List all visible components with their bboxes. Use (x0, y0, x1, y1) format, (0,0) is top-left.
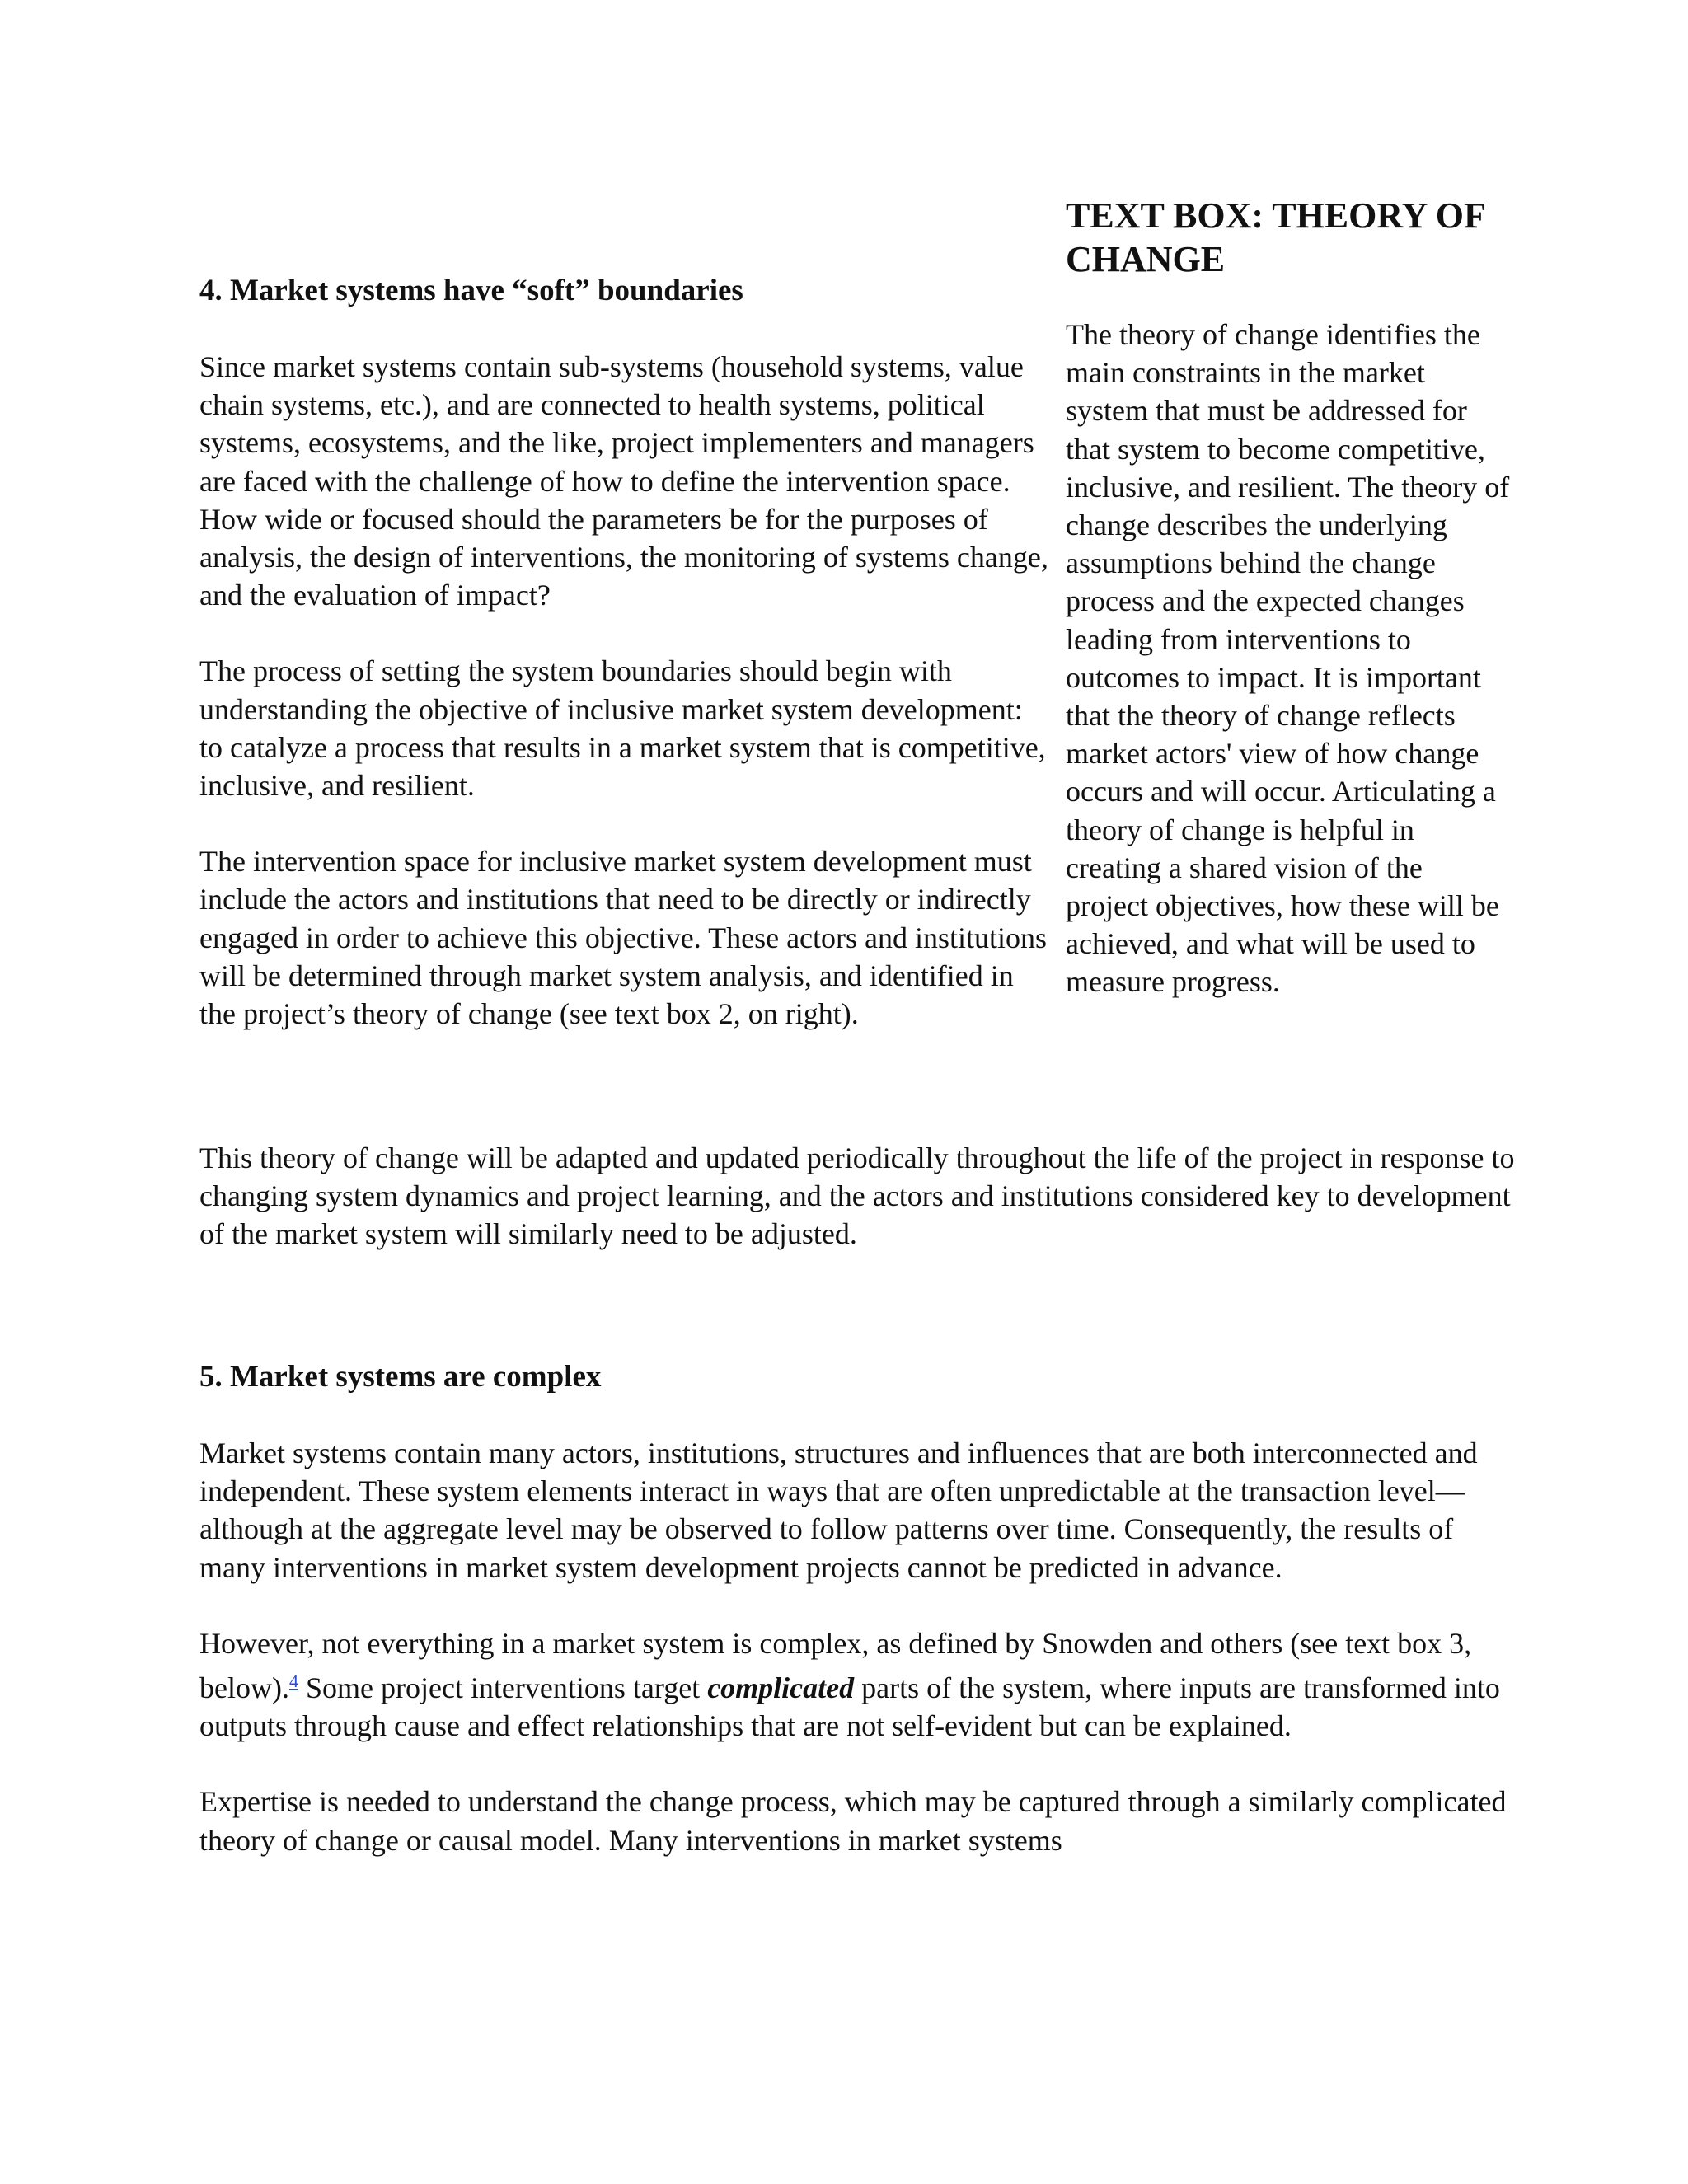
paragraph-2-text-start: However, not everything in a market system is complex, as defined by Snowden and others (see text box 3, below). (199, 1626, 1472, 1705)
section-4-heading: 4. Market systems have “soft” boundaries (199, 274, 743, 307)
section-5-paragraph-3: Expertise is needed to understand the change process, which may be captured through a similarly complicated theory of change or causal model. Many interventions in market systems (199, 1785, 1507, 1857)
theory-of-change-text-box (1066, 194, 1511, 1001)
footnote-4-link[interactable]: 4 (288, 1671, 298, 1692)
section-4-paragraph-4: This theory of change will be adapted and updated periodically throughout the life of the project in response to changing system dynamics and project learning, and the actors and institutions considered key to development of the market system will similarly need to be adjusted. (199, 1141, 1515, 1251)
section-5-heading: 5. Market systems are complex (199, 1360, 602, 1394)
section-4-continuation (199, 1139, 1518, 1254)
paragraph-2-text-mid: Some project interventions target (298, 1671, 708, 1705)
section-4-paragraph-3: The intervention space for inclusive market system development must include the actors and institutions that need to be directly or indirectly engaged in order to achieve this objective. These actors and institutions will be determined through market system analysis, and identified in the project’s theory of change (see text box 2, on right). (199, 845, 1048, 1031)
paragraph-2-text-end: parts of the system, where inputs are transformed into outputs through cause and effect relationships that are not self-evident but can be explained. (199, 1671, 1500, 1743)
section-5-paragraph-1: Market systems contain many actors, institutions, structures and influences that are both interconnected and independent. These system elements interact in ways that are often unpredictable at the transaction level—although at the aggregate level may be observed to follow patterns over time. Consequently, the results of many interventions in market system development projects cannot be predicted in advance. (199, 1436, 1478, 1584)
text-box-title: TEXT BOX: THEORY OF CHANGE (1066, 195, 1485, 279)
section-4-paragraph-1: Since market systems contain sub-systems (household systems, value chain systems, etc.), and are connected to health systems, political systems, ecosystems, and the like, project implementers and managers are faced with the challenge of how to define the intervention space. How wide or focused should the parameters be for the purposes of analysis, the design of interventions, the monitoring of systems change, and the evaluation of impact? (199, 350, 1048, 612)
complicated-emphasis: complicated (707, 1671, 855, 1705)
section-5 (199, 1358, 1518, 1859)
section-5-paragraph-2 (199, 1624, 1518, 1746)
section-4-column (199, 272, 1053, 1033)
section-4-paragraph-2: The process of setting the system boundaries should begin with understanding the objective of inclusive market system development: to catalyze a process that results in a market system that is competitive, inclusive, and resilient. (199, 654, 1046, 803)
text-box-body: The theory of change identifies the main constraints in the market system that must be addressed for that system to become competitive, inclusive, and resilient. The theory of change describes the underlying assumptions behind the change process and the expected changes leading from interventions to outcomes to impact. It is important that the theory of change reflects market actors' view of how change occurs and will occur. Articulating a theory of change is helpful in creating a shared vision of the project objectives, how these will be achieved, and what will be used to measure progress. (1066, 318, 1510, 999)
